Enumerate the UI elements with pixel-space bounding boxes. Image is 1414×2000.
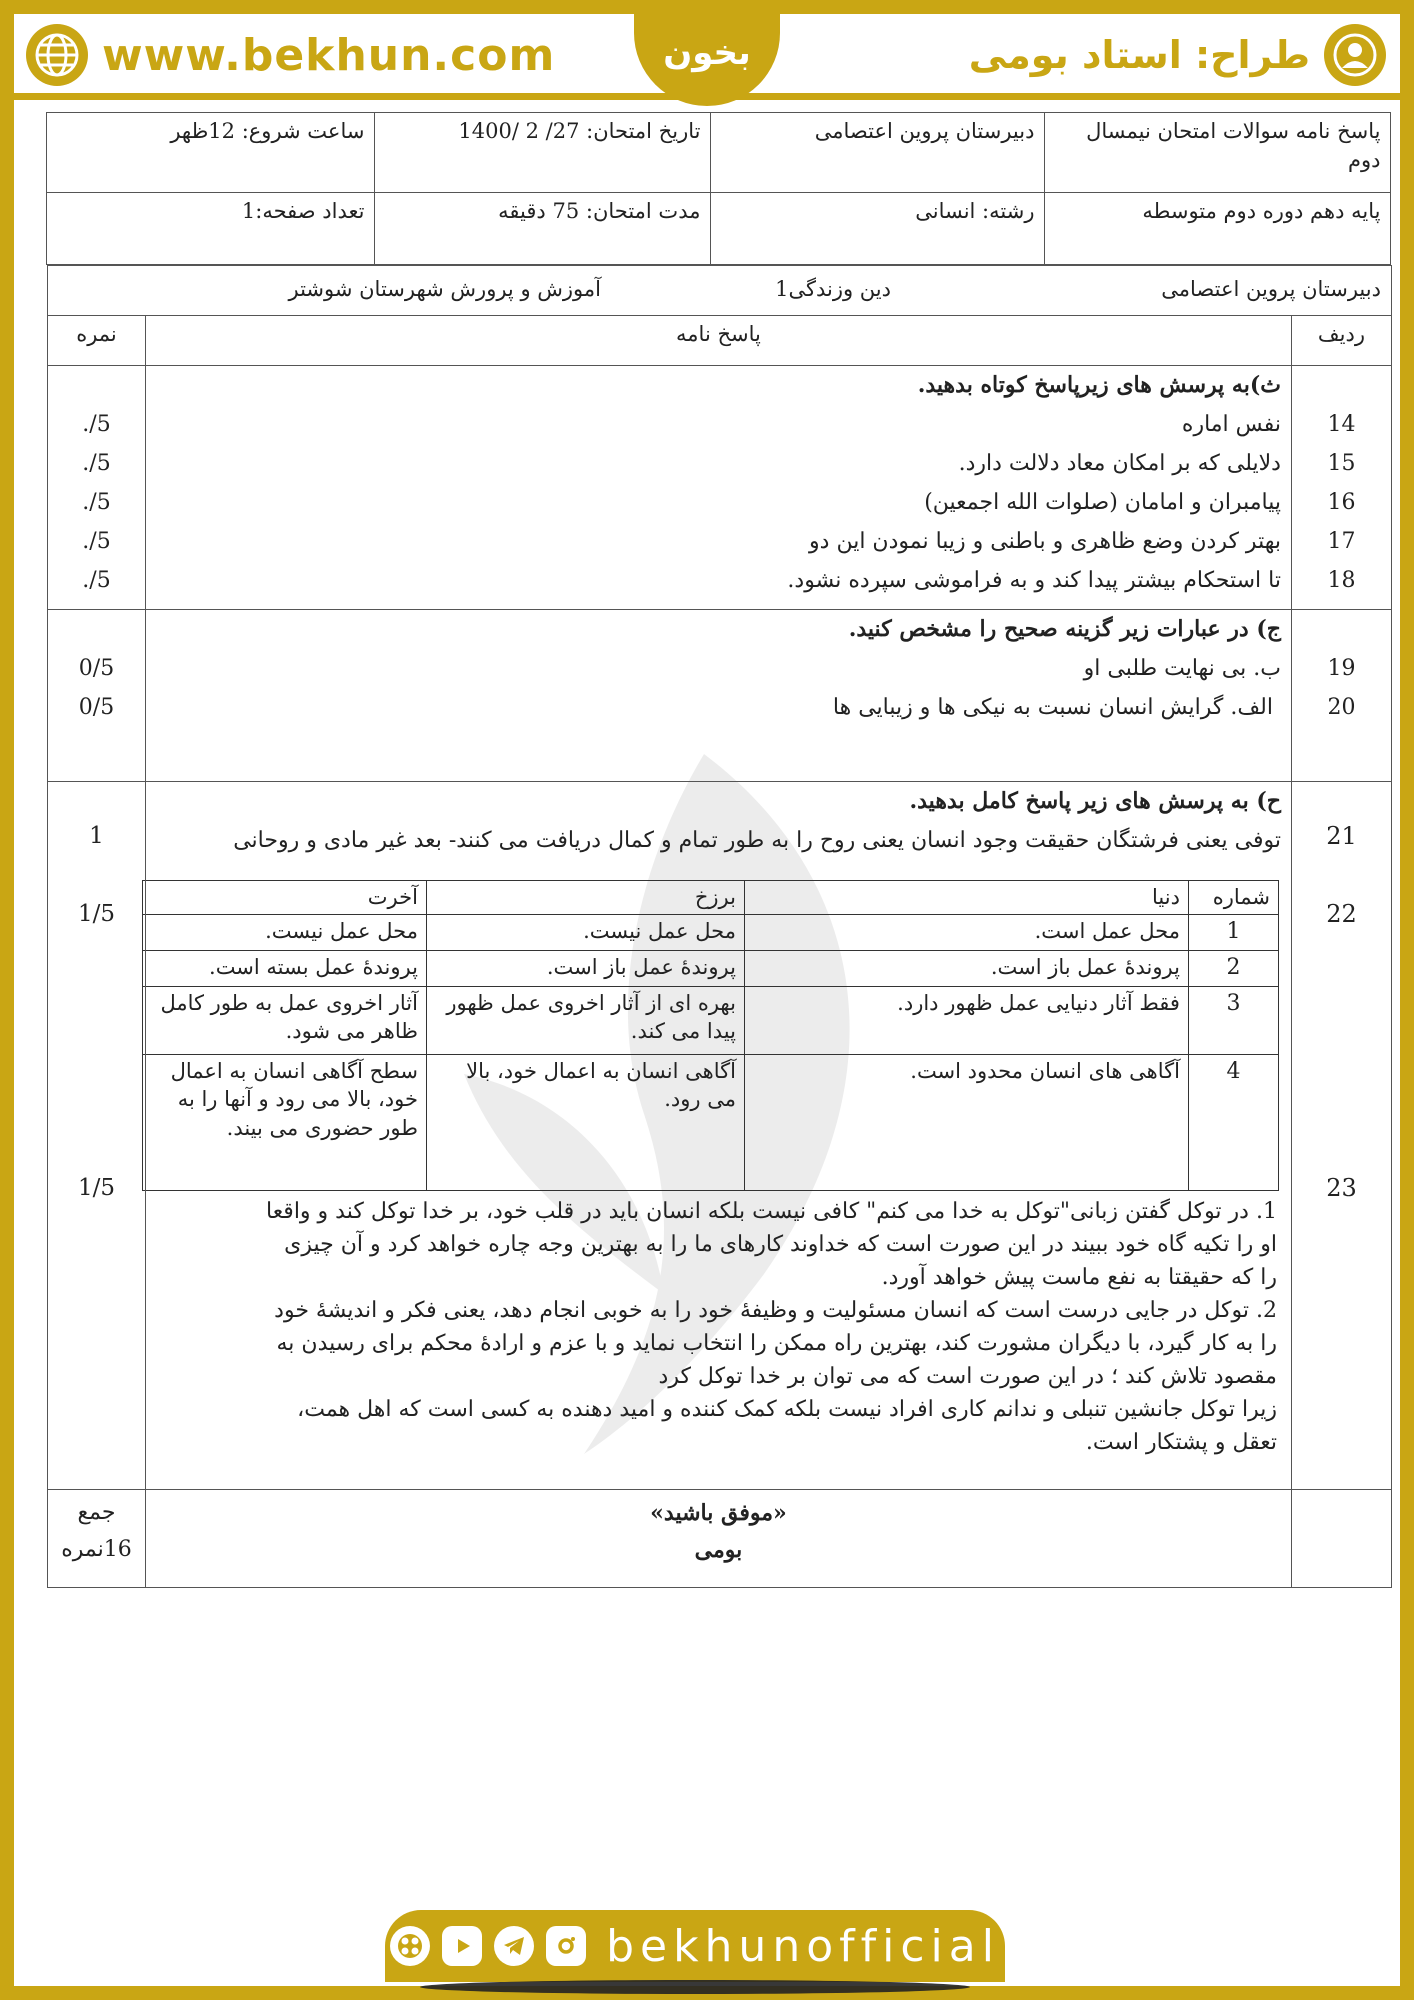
table-cell: 4 <box>1188 1055 1278 1191</box>
table-cell: آگاهی های انسان محدود است. <box>744 1055 1188 1191</box>
telegram-icon[interactable] <box>494 1926 534 1966</box>
bekhun-logo <box>634 0 780 106</box>
section-full-answer <box>48 782 1392 1490</box>
answer-text: الف. گرایش انسان نسبت به نیکی ها و زیبایی ها <box>832 695 1273 720</box>
answer-text: توفی یعنی فرشتگان حقیقت وجود انسان یعنی روح را به طور تمام و کمال دریافت می کنند- بعد غیر مادی و روحانی <box>233 828 1281 853</box>
table-cell: 2 <box>1188 951 1278 987</box>
table-cell: بهره ای از آثار اخروی عمل ظهور پیدا می کند. <box>426 987 744 1055</box>
answer-text: تا استحکام بیشتر پیدا کند و به فراموشی سپرده نشود. <box>787 568 1281 593</box>
designer-credit <box>969 22 1386 88</box>
total-label: جمع <box>77 1500 116 1525</box>
youtube-icon[interactable] <box>442 1926 482 1966</box>
table-cell: محل عمل نیست. <box>426 915 744 951</box>
question-number: 22 <box>1326 900 1357 928</box>
score: 5/. <box>82 412 111 437</box>
answer-text: ب. بی نهایت طلبی او <box>1083 656 1281 681</box>
table-row <box>142 987 1278 1055</box>
column-row-header: ردیف <box>1291 316 1391 366</box>
table-row <box>142 915 1278 951</box>
instagram-icon[interactable] <box>546 1926 586 1966</box>
question-number: 19 <box>1327 656 1356 681</box>
top-banner <box>14 14 1400 100</box>
table-row <box>142 951 1278 987</box>
answer-text: پیامبران و امامان (صلوات الله اجمعین) <box>924 490 1281 515</box>
exam-duration: مدت امتحان: 75 دقیقه <box>375 193 711 265</box>
question-number: 14 <box>1327 412 1356 437</box>
table-cell: آثار اخروی عمل به طور کامل ظاهر می شود. <box>142 987 426 1055</box>
question-number: 20 <box>1327 695 1356 720</box>
social-handle[interactable]: bekhunofficial <box>606 1920 1000 1972</box>
score: 5/. <box>82 451 111 476</box>
table-cell: پروندهٔ عمل باز است. <box>426 951 744 987</box>
table-header: آخرت <box>142 881 426 915</box>
question-number: 18 <box>1327 568 1356 593</box>
social-footer <box>385 1910 1005 1982</box>
table-header: شماره <box>1188 881 1278 915</box>
table-header: برزخ <box>426 881 744 915</box>
question-number: 17 <box>1327 529 1356 554</box>
score: 0/5 <box>78 695 115 720</box>
website-link[interactable] <box>26 22 555 88</box>
logo-text: بخون <box>663 33 751 73</box>
answer-text: بهتر کردن وضع ظاهری و باطنی و زیبا نمودن این دو <box>809 529 1281 554</box>
score: 5/. <box>82 529 111 554</box>
grade-level: پایه دهم دوره دوم متوسطه <box>1045 193 1391 265</box>
footer-shadow <box>420 1980 970 1994</box>
table-row <box>142 1055 1278 1191</box>
exam-date: تاریخ امتحان: 27/ 2 /1400 <box>375 113 711 193</box>
field-of-study: رشته: انسانی <box>711 193 1045 265</box>
section-short-answer <box>48 366 1392 610</box>
question-number: 15 <box>1327 451 1356 476</box>
good-luck-text: «موفق باشید» <box>650 1500 787 1526</box>
section-title: ث)به پرسش های زیرپاسخ کوتاه بدهید. <box>917 372 1281 398</box>
table-cell: سطح آگاهی انسان به اعمال خود، بالا می رود و آنها را به طور حضوری می بیند. <box>142 1055 426 1191</box>
question-number: 16 <box>1327 490 1356 515</box>
score: 5/. <box>82 490 111 515</box>
world-comparison-table <box>142 880 1279 1191</box>
score: 0/5 <box>78 656 115 681</box>
table-cell: آگاهی انسان به اعمال خود، بالا می رود. <box>426 1055 744 1191</box>
table-cell: 3 <box>1188 987 1278 1055</box>
score: 1/5 <box>77 901 115 927</box>
exam-info-table <box>46 112 1391 265</box>
start-time: ساعت شروع: 12ظهر <box>47 113 375 193</box>
designer-text: طراح: استاد بومی <box>968 33 1310 77</box>
teacher-name: بومی <box>694 1536 743 1563</box>
section-title: ج) در عبارات زیر گزینه صحیح را مشخص کنید. <box>848 616 1281 642</box>
answer-sheet-table <box>47 112 1392 1588</box>
column-score-header: نمره <box>48 316 146 366</box>
score: 5/. <box>82 568 111 593</box>
table-cell: پروندهٔ عمل بسته است. <box>142 951 426 987</box>
table-header: دنیا <box>744 881 1188 915</box>
school-name: دبیرستان پروین اعتصامی <box>711 113 1045 193</box>
question-number: 23 <box>1326 1174 1357 1202</box>
score: 1 <box>89 823 104 849</box>
page <box>14 14 1400 1986</box>
page-count: تعداد صفحه:1 <box>47 193 375 265</box>
education-department: آموزش و پرورش شهرستان شوشتر <box>288 277 601 302</box>
table-cell: پروندهٔ عمل باز است. <box>744 951 1188 987</box>
section-multiple-choice <box>48 610 1392 782</box>
user-icon <box>1324 24 1386 86</box>
total-score: 16نمره <box>61 1536 132 1562</box>
question-number: 21 <box>1326 822 1357 850</box>
paragraph: 2. توکل در جایی درست است که انسان مسئولیت و وظیفهٔ خود را به خوبی انجام دهد، یعنی فکر و اندیشهٔ خود را به کار گیرد، با دیگران مشورت کند، بهترین راه ممکن را انتخاب نماید و با عزم و ارادهٔ محکم برای رسیدن به مقصود تلاش کند ؛ در این صورت است که می توان بر خدا توکل کرد <box>274 1298 1277 1389</box>
footer-row <box>48 1490 1392 1588</box>
paragraph: زیرا توکل جانشین تنبلی و ندانم کاری افراد نیست بلکه کمک کننده و امید دهنده به کسی است که اهل همت، تعقل و پشتکار است. <box>297 1397 1277 1455</box>
answer-text: نفس اماره <box>1181 412 1281 437</box>
globe-icon <box>26 24 88 86</box>
paragraph: 1. در توکل گفتن زبانی"توکل به خدا می کنم" کافی نیست بلکه انسان باید در قلب خود، بر خدا توکل کند و واقعا او را تکیه گاه خود ببیند در این صورت است که خداوند کارهای ما را به بهترین وجه چاره خواهد کرد و آن چیزی را که حقیقتا به نفع ماست پیش خواهد آورد. <box>265 1199 1277 1290</box>
column-answer-header: پاسخ نامه <box>145 316 1291 366</box>
table-cell: محل عمل نیست. <box>142 915 426 951</box>
table-cell: 1 <box>1188 915 1278 951</box>
score: 1/5 <box>77 1175 115 1201</box>
section-title: ح) به پرسش های زیر پاسخ کامل بدهید. <box>909 788 1281 814</box>
school-name-2: دبیرستان پروین اعتصامی <box>1161 277 1381 302</box>
aparat-icon[interactable] <box>390 1926 430 1966</box>
table-cell: محل عمل است. <box>744 915 1188 951</box>
answer-sheet-title: پاسخ نامه سوالات امتحان نیمسال دوم <box>1045 113 1391 193</box>
subject-name: دین وزندگی1 <box>775 277 891 302</box>
website-text: www.bekhun.com <box>102 29 556 81</box>
table-cell: فقط آثار دنیایی عمل ظهور دارد. <box>744 987 1188 1055</box>
answer-text: دلایلی که بر امکان معاد دلالت دارد. <box>958 451 1281 476</box>
